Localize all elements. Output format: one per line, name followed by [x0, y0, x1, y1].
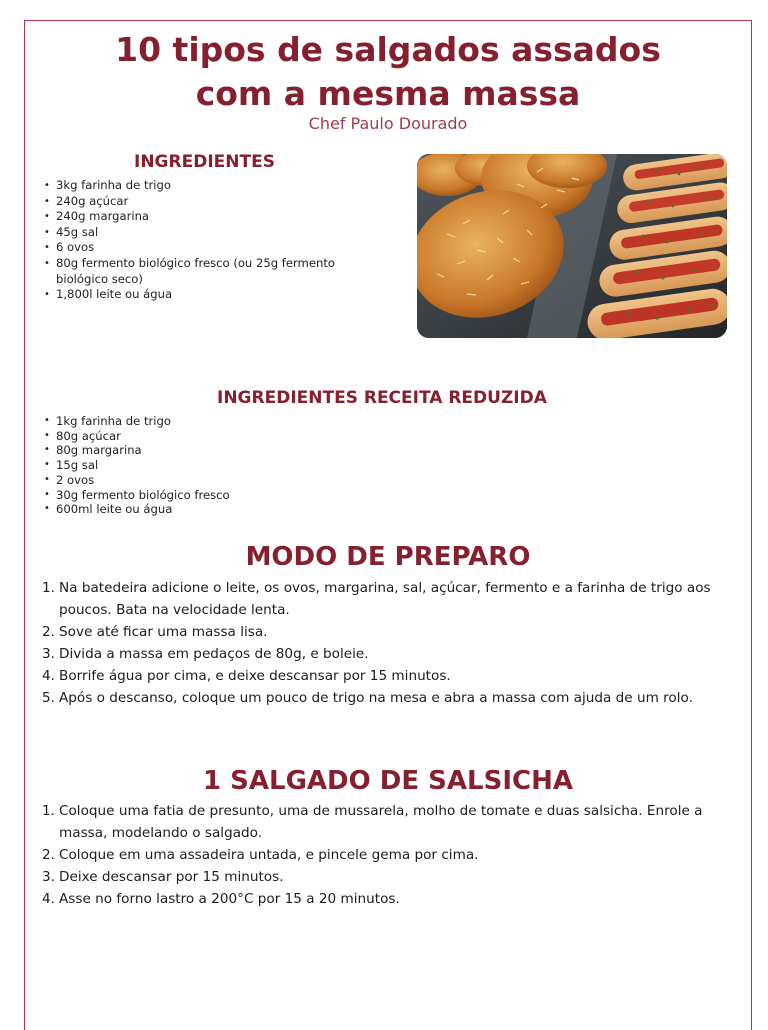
- step-item: 4. Asse no forno lastro a 200°C por 15 a 20 minutos.: [42, 891, 400, 907]
- ingredient-item: • 80g fermento biológico fresco (ou 25g fermento biológico seco): [43, 256, 363, 287]
- page-title: [24, 28, 752, 116]
- step-item: 3. Deixe descansar por 15 minutos.: [42, 869, 284, 885]
- author-name: Chef Paulo Dourado: [308, 114, 468, 133]
- preparo-heading: MODO DE PREPARO: [245, 542, 531, 572]
- ingredient-item: • 80g açúcar: [43, 429, 403, 444]
- step-item: 3. Divida a massa em pedaços de 80g, e boleie.: [42, 646, 369, 662]
- salsicha-heading: 1 SALGADO DE SALSICHA: [203, 766, 573, 796]
- salgados-photo-drawing: [417, 154, 727, 338]
- ingredient-item: • 15g sal: [43, 458, 403, 473]
- step-item: 2. Sove até ficar uma massa lisa.: [42, 624, 268, 640]
- step-text: Coloque em uma assadeira untada, e pincele gema por cima.: [59, 847, 479, 863]
- step-text: Na batedeira adicione o leite, os ovos, margarina, sal, açúcar, fermento e a farinha de trigo aos poucos. Bata na velocidade lenta.: [59, 580, 711, 618]
- step-text: Sove até ficar uma massa lisa.: [59, 624, 268, 640]
- title-line-2: com a mesma massa: [195, 74, 581, 113]
- step-item: 1. Coloque uma fatia de presunto, uma de mussarela, molho de tomate e duas salsicha. Enrole a massa, modelando o salgado.: [42, 803, 703, 841]
- ingredient-item: • 1kg farinha de trigo: [43, 414, 403, 429]
- ingredient-item: • 80g margarina: [43, 443, 403, 458]
- ingredient-item: • 3kg farinha de trigo: [43, 178, 363, 194]
- reduced-ingredients-list: [43, 414, 403, 517]
- step-text: Coloque uma fatia de presunto, uma de mussarela, molho de tomate e duas salsicha. Enrole a massa, modelando o salgado.: [59, 803, 703, 841]
- ingredient-item: • 240g açúcar: [43, 194, 363, 210]
- step-text: Divida a massa em pedaços de 80g, e boleie.: [59, 646, 369, 662]
- step-item: 2. Coloque em uma assadeira untada, e pincele gema por cima.: [42, 847, 479, 863]
- reduced-ingredients-heading: INGREDIENTES RECEITA REDUZIDA: [217, 388, 547, 408]
- title-line-1: 10 tipos de salgados assados: [115, 30, 661, 69]
- step-text: Borrife água por cima, e deixe descansar por 15 minutos.: [59, 668, 451, 684]
- ingredient-item: • 45g sal: [43, 225, 363, 241]
- ingredient-item: • 240g margarina: [43, 209, 363, 225]
- ingredient-item: • 600ml leite ou água: [43, 502, 403, 517]
- step-text: Asse no forno lastro a 200°C por 15 a 20 minutos.: [59, 891, 400, 907]
- ingredient-item: • 30g fermento biológico fresco: [43, 488, 403, 503]
- ingredient-item: • 6 ovos: [43, 240, 363, 256]
- step-text: Deixe descansar por 15 minutos.: [59, 869, 284, 885]
- ingredients-heading: INGREDIENTES: [134, 152, 275, 172]
- ingredient-item: • 2 ovos: [43, 473, 403, 488]
- step-item: 5. Após o descanso, coloque um pouco de trigo na mesa e abra a massa com ajuda de um rolo.: [42, 690, 693, 706]
- step-item: 1. Na batedeira adicione o leite, os ovos, margarina, sal, açúcar, fermento e a farinha de trigo aos poucos. Bata na velocidade lenta.: [42, 580, 711, 618]
- step-item: 4. Borrife água por cima, e deixe descansar por 15 minutos.: [42, 668, 451, 684]
- salgados-photo: [417, 154, 727, 338]
- step-text: Após o descanso, coloque um pouco de trigo na mesa e abra a massa com ajuda de um rolo.: [59, 690, 693, 706]
- salsicha-steps: [42, 800, 732, 910]
- ingredient-item: • 1,800l leite ou água: [43, 287, 363, 303]
- ingredients-list: [43, 178, 363, 303]
- preparo-steps: [42, 577, 732, 709]
